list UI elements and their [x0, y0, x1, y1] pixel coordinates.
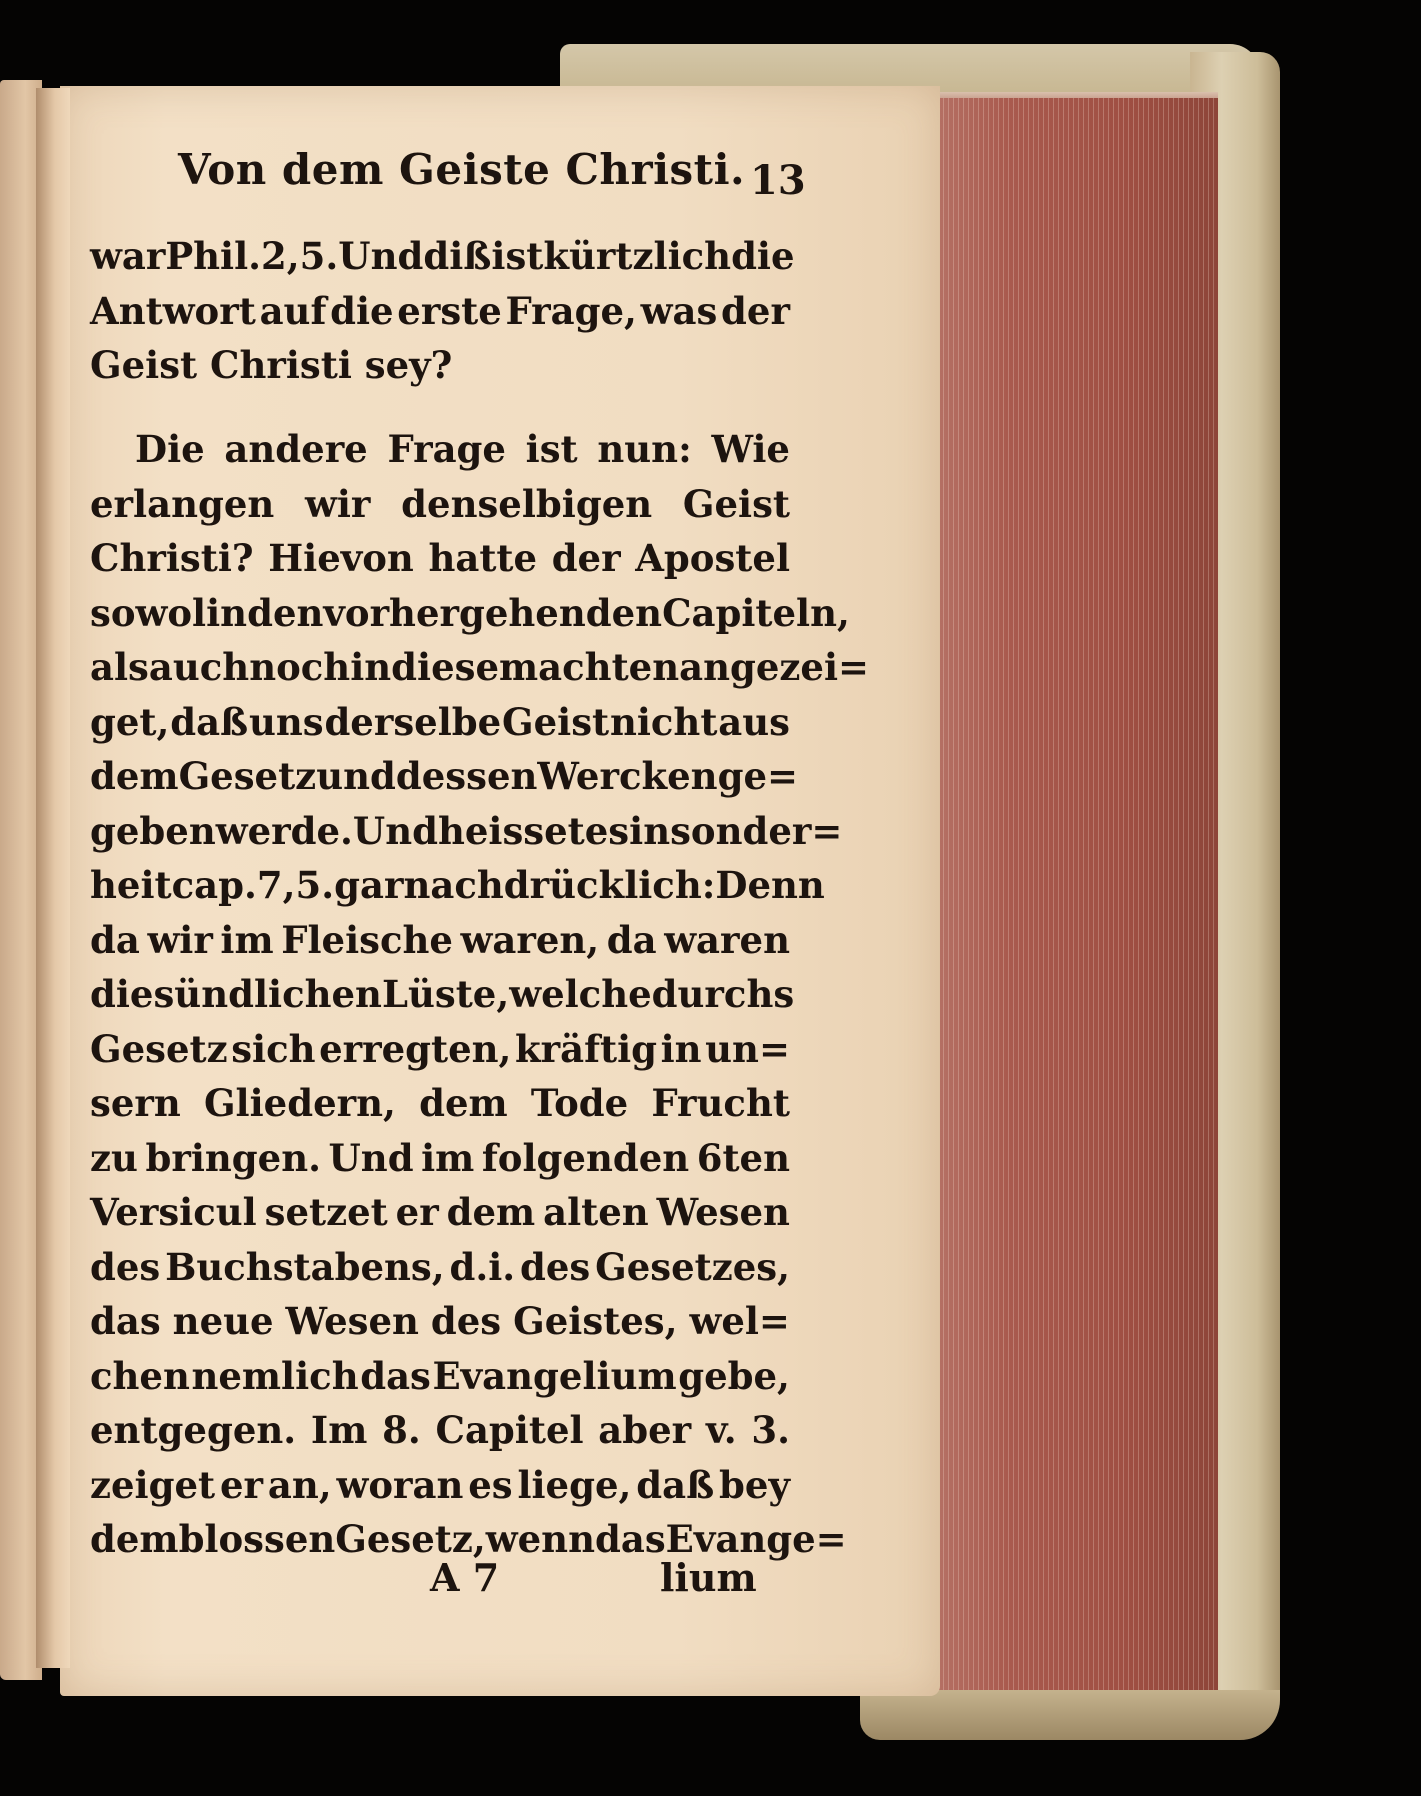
text-line: als auch noch in diesem achten angezei=: [90, 645, 870, 689]
text-line: chen nemlich das Evangelium gebe,: [90, 1354, 790, 1398]
text-line: heit cap.7,5. gar nachdrücklich: Denn: [90, 863, 825, 907]
text-line: Christi? Hievon hatte der Apostel: [90, 536, 790, 580]
text-line: zeiget er an, woran es liege, daß bey: [90, 1463, 790, 1507]
text-line: sern Gliedern, dem Tode Frucht: [90, 1081, 790, 1125]
text-line: zu bringen. Und im folgenden 6ten: [90, 1136, 790, 1180]
text-line: Die andere Frage ist nun: Wie: [135, 427, 790, 471]
page-number: 13: [750, 157, 806, 204]
catchword: lium: [660, 1555, 757, 1600]
text-line: dem blossen Gesetz, wenn das Evange=: [90, 1517, 847, 1561]
text-line: dem Gesetz und dessen Wercken ge=: [90, 754, 798, 798]
text-line: Gesetz sich erregten, kräftig in un=: [90, 1027, 790, 1071]
signature-mark: A 7: [430, 1555, 500, 1600]
text-line: so wol in den vorhergehenden Capiteln,: [90, 591, 850, 635]
text-line: war Phil.2,5. Und diß ist kürtzlich die: [90, 234, 795, 278]
text-line: Antwort auf die erste Frage, was der: [90, 289, 790, 333]
text-line: geben werde. Und heisset es insonder=: [90, 809, 843, 853]
text-line: die sündlichen Lüste, welche durchs: [90, 972, 795, 1016]
text-line: da wir im Fleische waren, da waren: [90, 918, 790, 962]
text-line: get, daß uns derselbe Geist nicht aus: [90, 700, 790, 744]
text-line: erlangen wir denselbigen Geist: [90, 482, 790, 526]
text-line: entgegen. Im 8. Capitel aber v. 3.: [90, 1408, 790, 1452]
text-line: des Buchstabens, d.i. des Gesetzes,: [90, 1245, 790, 1289]
text-line: Versicul setzet er dem alten Wesen: [90, 1190, 790, 1234]
text-line: Geist Christi sey?: [90, 343, 453, 387]
text-line: das neue Wesen des Geistes, wel=: [90, 1299, 790, 1343]
running-title: Von dem Geiste Christi.: [178, 145, 746, 194]
